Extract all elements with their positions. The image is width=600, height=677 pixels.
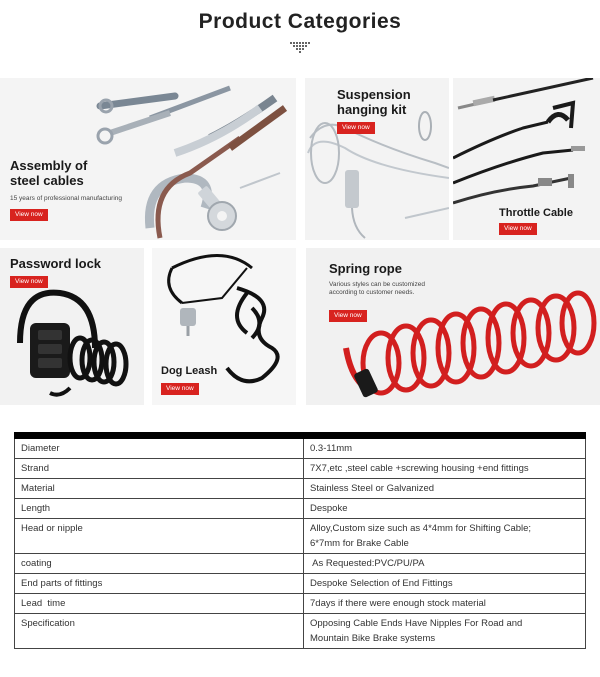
view-now-button[interactable]: View now [161, 383, 199, 395]
card-title: Assembly of steel cables [10, 158, 88, 188]
dog-leash-image [152, 248, 296, 405]
card-subtitle: Various styles can be customized according to customer needs. [329, 281, 425, 296]
card-subtitle: 15 years of professional manufacturing [10, 195, 123, 202]
card-dog-leash[interactable] [152, 248, 296, 405]
card-spring-rope[interactable] [306, 248, 600, 405]
table-row: coating As Requested:PVC/PU/PA [15, 554, 586, 574]
card-suspension-hanging-kit[interactable] [305, 78, 449, 240]
card-assembly-steel-cables[interactable] [0, 78, 296, 240]
table-row: Length Despoke [15, 499, 586, 519]
view-now-button[interactable]: View now [329, 310, 367, 322]
card-password-lock[interactable] [0, 248, 144, 405]
view-now-button[interactable]: View now [10, 276, 48, 288]
table-row: Lead time 7days if there were enough stock material [15, 594, 586, 614]
table-row: Strand 7X7,etc ,steel cable +screwing housing +end fittings [15, 459, 586, 479]
table-row: Diameter 0.3-11mm [15, 439, 586, 459]
card-throttle-cable[interactable] [453, 78, 600, 240]
view-now-button[interactable]: View now [499, 223, 537, 235]
table-row: End parts of fittings Despoke Selection of End Fittings [15, 574, 586, 594]
card-title: Spring rope [329, 261, 402, 276]
view-now-button[interactable]: View now [10, 209, 48, 221]
table-row: Material Stainless Steel or Galvanized [15, 479, 586, 499]
card-title: Dog Leash [161, 365, 218, 377]
card-title: Suspension hanging kit [337, 87, 411, 117]
specification-table [14, 432, 586, 649]
table-row: Head or nipple Alloy,Custom size such as 4*4mm for Shifting Cable; 6*7mm for Brake Cable [15, 519, 586, 554]
view-now-button[interactable]: View now [337, 122, 375, 134]
decorative-dots-icon [289, 41, 311, 53]
password-lock-image [0, 248, 144, 405]
card-title: Password lock [10, 256, 102, 271]
table-row: Specification Opposing Cable Ends Have Nipples For Road and Mountain Bike Brake systems [15, 614, 586, 649]
page-title: Product Categories [198, 10, 402, 33]
card-title: Throttle Cable [499, 207, 573, 219]
